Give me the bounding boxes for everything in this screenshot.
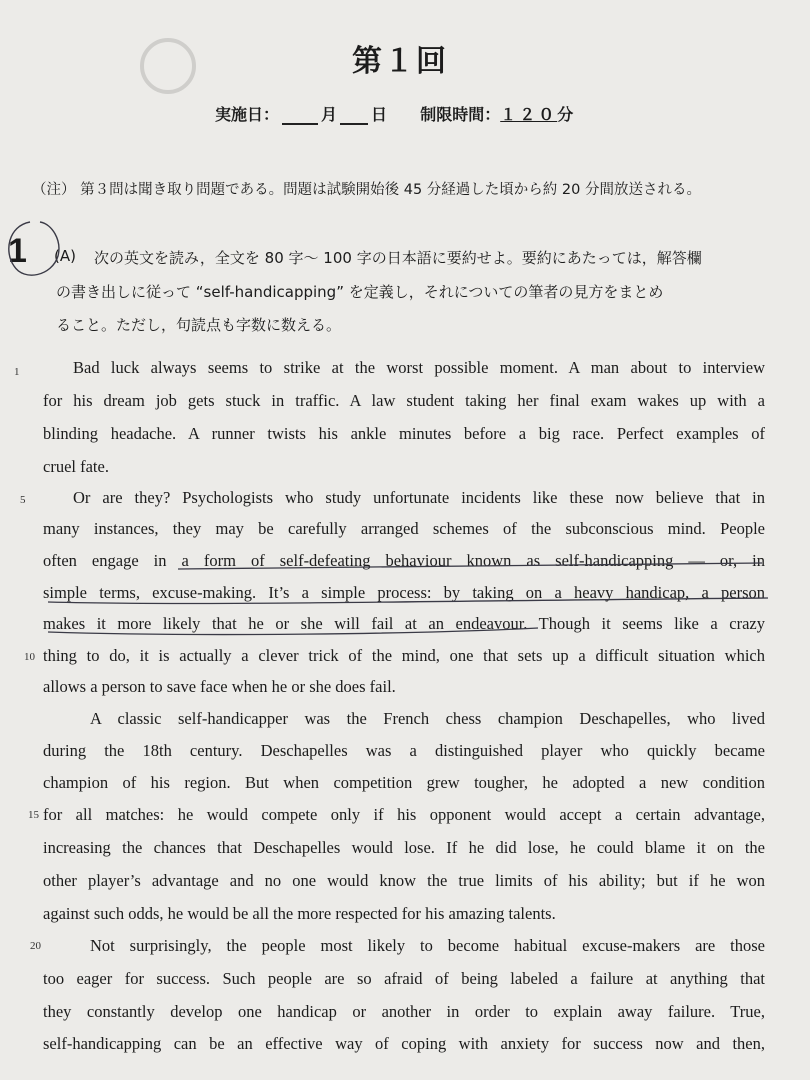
passage-line: against such odds, he would be all the more respected for his amazing talents. [43, 904, 556, 923]
passage-line: champion of his region. But when competition grew tougher, he adopted a new condition [43, 773, 765, 792]
passage-line: they constantly develop one handicap or another in order to explain away failure. True, [43, 1002, 765, 1021]
passage-line: simple terms, excuse-making. It’s a simple process: by taking on a heavy handicap, a person [43, 583, 765, 602]
page-title: 第１回 [352, 44, 448, 79]
line-number: 1 [14, 366, 20, 378]
line-number: 20 [30, 940, 41, 952]
passage-line: during the 18th century. Deschapelles was a distinguished player who quickly became [43, 741, 765, 760]
line-number: 5 [20, 494, 26, 506]
passage-line: Or are they? Psychologists who study unfortunate incidents like these now believe that in [73, 488, 765, 507]
passage-line: increasing the chances that Deschapelles would lose. If he did lose, he could blame it on the [43, 838, 765, 857]
time-limit-value: １２０ [500, 105, 558, 124]
line-number: 15 [28, 809, 39, 821]
line-number: 10 [24, 651, 35, 663]
passage-line: other player’s advantage and no one would know the true limits of his ability; but if he won [43, 871, 765, 890]
exam-note: （注） 第３問は聞き取り問題である。問題は試験開始後 45 分経過した頃から約 20 分間放送される。 [32, 182, 701, 198]
instruction-line: 次の英文を読み，全文を 80 字～ 100 字の日本語に要約せよ。要約にあたっては，解答欄 [94, 249, 702, 267]
time-limit-label: 制限時間： [420, 105, 501, 124]
bleed-through-stamp-icon [140, 22, 196, 111]
passage-line: for his dream job gets stuck in traffic. A law student taking her final exam wakes up with a [43, 391, 765, 410]
passage-line: allows a person to save face when he or she does fail. [43, 677, 396, 696]
day-label: 日 [371, 105, 388, 124]
question-number: 1 [8, 232, 27, 270]
passage-line: many instances, they may be carefully arranged schemes of the subconscious mind. People [43, 519, 765, 538]
month-blank [282, 107, 318, 125]
passage-line: self-handicapping can be an effective way of coping with anxiety for success now and then, [43, 1034, 765, 1053]
passage-line: cruel fate. [43, 457, 109, 476]
passage-line: blinding headache. A runner twists his ankle minutes before a big race. Perfect examples of [43, 424, 765, 443]
passage-line: often engage in a form of self-defeating behaviour known as self-handicapping — or, in [43, 551, 765, 570]
passage-line: Not surprisingly, the people most likely to become habitual excuse-makers are those [90, 936, 765, 955]
date-label: 実施日： [215, 105, 280, 124]
passage-line: A classic self-handicapper was the French chess champion Deschapelles, who lived [90, 709, 765, 728]
date-line [215, 102, 573, 125]
time-limit-unit: 分 [557, 105, 574, 124]
day-blank [340, 107, 368, 125]
passage-line: too eager for success. Such people are so afraid of being labeled a failure at anything that [43, 969, 765, 988]
month-label: 月 [321, 105, 338, 124]
passage-line: makes it more likely that he or she will fail at an endeavour. Though it seems like a crazy [43, 614, 765, 633]
question-part: (A) [54, 247, 76, 265]
passage-line: for all matches: he would compete only if his opponent would accept a certain advantage, [43, 805, 765, 824]
passage-line: Bad luck always seems to strike at the worst possible moment. A man about to interview [73, 358, 765, 377]
passage-line: thing to do, it is actually a clever trick of the mind, one that sets up a difficult situation which [43, 646, 765, 665]
instruction-line: ること。ただし，句読点も字数に数える。 [56, 316, 342, 334]
instruction-line: の書き出しに従って “self-handicapping” を定義し，それについての筆者の見方をまとめ [56, 283, 664, 301]
